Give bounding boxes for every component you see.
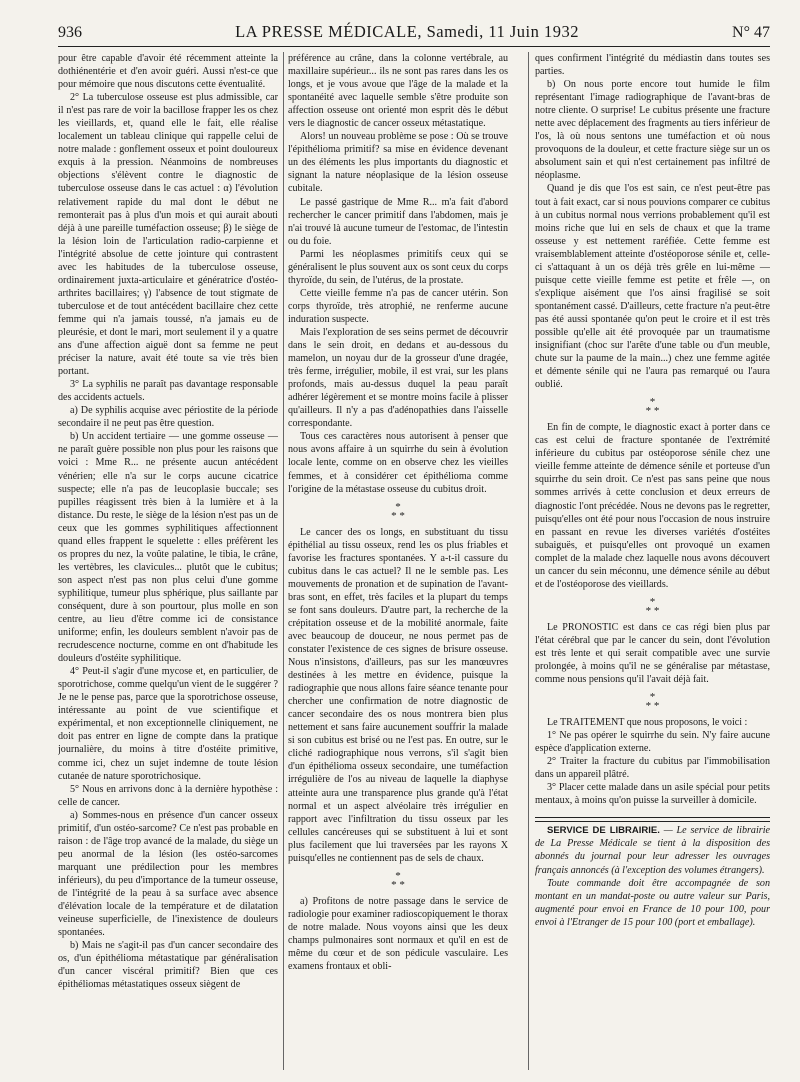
column-separator	[528, 52, 529, 1070]
notice-text: Toute commande doit être accompagnée de son montant en un mandat-poste ou autre valeur sur Paris, augmenté pour envoi en France de 10 pour 100, pour envoi à l'Etranger de 15 pour 100 (port et emballage).	[535, 877, 770, 928]
header-rule	[58, 46, 770, 47]
paragraph: pour être capable d'avoir été récemment atteinte la dothiénentérie et d'en avoir guéri. Aussi n'est-ce que pour mémoire que nous discutons cette éventualité.	[58, 53, 278, 91]
section-separator-stars: * * *	[645, 396, 660, 418]
bookshop-notice	[535, 824, 770, 928]
column-separator	[283, 52, 284, 1070]
journal-title: LA PRESSE MÉDICALE, Samedi, 11 Juin 1932	[235, 22, 579, 41]
notice-label: SERVICE DE LIBRAIRIE.	[547, 825, 660, 837]
paragraph: Cette vieille femme n'a pas de cancer utérin. Son corps thyroïde, très atrophié, ne renferme aucune induration suspecte.	[288, 287, 508, 325]
paragraph: 5° Nous en arrivons donc à la dernière hypothèse : celle de cancer.	[58, 783, 278, 808]
paragraph: Le TRAITEMENT que nous proposons, le voici :	[547, 717, 748, 729]
page-header	[58, 22, 770, 44]
paragraph: 3° Placer cette malade dans un asile spécial pour petits mentaux, à moins qu'on puisse la surveiller à domicile.	[535, 782, 770, 807]
paragraph: a) Sommes-nous en présence d'un cancer osseux primitif, d'un ostéo-sarcome? Ce n'est pas probable en raison : de l'âge trop avancé de la malade, du siège un peu anormal de la lésion (les ostéo-sarcomes marquant une prédilection pour les membres inférieurs), du peu d'importance de la tumeur osseuse, de l'intégrité de la peau à sa surface avec absence d'élévation locale de la température et de dilatation veineuse superficielle, de l'inexistence de douleurs spontanées.	[58, 809, 278, 939]
paragraph: b) Un accident tertiaire — une gomme osseuse — ne paraît guère possible non plus pour les raisons que voici : Mme R... ne présente aucun antécédent vénérien; elle n'a sur le corps aucune cicatrice suspecte; elle n'a pas de leucoplasie buccale; ses pupilles réagissent très bien à la lumière et à la distance. Du reste, le siège de la lésion n'est pas un de ceux que les gommes syphilitiques affectionnent quand elles frappent le squelette : elles préfèrent les os propres du nez, la voûte palatine, le tibia, le crâne, les vertèbres, les clavicules... plutôt que le cubitus; son aspect n'est pas non plus celui d'une gomme syphilitique, tumeur plus sphérique, plus saillante par conséquent, dure à son pourtour, plus molle en son centre, au lieu d'être comme ici de consistance uniforme; enfin, les douleurs semblent n'avoir pas de recrudescence nocturne, comme en ont d'habitude les douleurs d'ostéite syphilitique.	[58, 431, 278, 665]
paragraph: Le cancer des os longs, en substituant du tissu épithélial au tissu osseux, rend les os plus friables et favorise les fractures spontanées. Y a-t-il cassure du cubitus dans le cas actuel? Il ne le semble pas. Les mouvements de pronation et de supination de l'avant-bras sont, en effet, très faciles et la plupart du temps se font sans douleurs. D'autre part, la recherche de la crépitation osseuse et de la mobilité anormale, faite avec beaucoup de douceur, ne nous permet pas de constater l'existence de ces signes de brisure osseuse. Nous n'insistons, d'ailleurs, pas sur les manœuvres destinées à les mettre en évidence, puisque la radiographie que nous allons faire séance tenante pour chercher une confirmation de notre diagnostic de cancer secondaire des os nous montrera bien plus nettement et sans faire aucunement souffrir la malade si son cubitus est brisé ou ne l'est pas. En outre, sur le cliché radiographique nous verrons, s'il s'agit bien d'un épithélioma osseux secondaire, une tuméfaction irrégulière de l'os au niveau de laquelle la diaphyse atteinte aura une transparence plus grande qu'à l'état normal et un aspect alvéolaire très irrégulier en rapport avec l'infiltration du tissu osseux par les cellules cancéreuses qui se substituent à lui et sont plus facilement que lui traversées par les rayons X puisqu'elles ne contiennent pas de sels de chaux.	[288, 526, 508, 864]
notice-text: — Le service de librairie de La Presse Médicale se tient à la disposition des abonnés du journal pour leur adresser les ouvrages français annoncés (à l'exception des volumes étrangers).	[535, 825, 770, 876]
section-separator-stars: * * *	[645, 595, 660, 617]
paragraph: Alors! un nouveau problème se pose : Où se trouve l'épithélioma primitif? sa mise en évidence devenant un des éléments les plus importants du diagnostic et signant la nature néoplasique de la lésion osseuse cubitale.	[288, 131, 508, 195]
paragraph: 2° La tuberculose osseuse est plus admissible, car il n'est pas rare de voir la bacillose frapper les os chez les vieillards, et, quand elle le fait, elle réalise localement un tableau clinique qui rappelle celui de notre malade : gonflement osseux et point douloureux exquis à la pression. Néanmoins de nombreuses objections s'élèvent contre le diagnostic de tuberculose osseuse dans le cas actuel : α) l'évolution relativement rapide du mal dont le début ne remonterait pas à plus d'un mois et qui aurait abouti déjà à une pareille tuméfaction osseuse; β) le siège de la lésion loin de l'articulation radio-carpienne et l'intégrité absolue de cette jointure qui contrastent avec les habitudes de la tuberculose osseuse, ordinairement juxta-articulaire et génératrice d'ostéo-arthrites bacillaires; γ) l'absence de tout stigmate de tuberculose et de tout antécédent bacillaire chez cette femme qui n'a jamais toussé, n'a jamais eu de pleurésie, et dont le mari, mort seulement il y a quatre ans d'une affection aiguë dont sa femme ne peut préciser la nature, avait été toute sa vie très bien portant.	[58, 92, 278, 378]
paragraph: En fin de compte, le diagnostic exact à porter dans ce cas est celui de fracture spontanée de l'extrémité inférieure du cubitus par ostéoporose sénile chez une vieille femme atteinte de démence sénile et porteuse d'un squirrhe du sein droit. Ce n'est pas sans peine que nous sommes arrivés à cette conclusion et deux erreurs de diagnostic l'ont précédée. Nous ne devons pas le regretter, puisqu'elles ont été pour nous l'occasion de nous instruire en passant en revue les diverses variétés d'ostéites subaiguës, et puisqu'elles ont provoqué un examen complet de la malade chez laquelle nous avons découvert un cancer du sein méconnu, une démence sénile au début et de l'ostéoporose des vieillards.	[535, 422, 770, 590]
section-separator-stars: * * *	[645, 691, 660, 713]
paragraph: préférence au crâne, dans la colonne vertébrale, au maxillaire supérieur... ils ne sont pas rares dans les os longs, et je vous avoue que l'âge de la malade et la spontanéité avec laquelle semble s'être produite son affection osseuse ont orienté mon esprit dès le début vers le diagnostic de cancer osseux métastatique.	[288, 53, 508, 130]
paragraph: Quand je dis que l'os est sain, ce n'est peut-être pas tout à fait exact, car si nous pouvions comparer ce cubitus à un cubitus normal nous verrions probablement qu'il est moins riche que lui en sels de chaux et que la trame osseuse y est nettement raréfiée. Cette femme est vraisemblablement atteinte d'ostéoporose sénile et, celle-ci s'attaquant à un os déjà très grêle en lui-même — puisque cette vieille femme est petite et frêle —, on s'explique aisément que l'os ainsi fragilisé se soit spontanément cassé. D'ailleurs, cette fracture n'a peut-être pas été aussi spontanée qu'on peut le croire et il est très possible qu'elle ait été provoquée par un traumatisme insignifiant (choc sur l'arête d'une table ou d'un meuble, chute sur la paume de la main...) chez une femme agitée et démente sénile qui ne l'aura pas remarqué ou l'aura oublié.	[535, 183, 770, 391]
paragraph: Le passé gastrique de Mme R... m'a fait d'abord rechercher le cancer primitif dans l'abdomen, mais je n'ai trouvé là aucune tumeur de l'estomac, de l'intestin ou du foie.	[288, 196, 508, 247]
paragraph: Mais l'exploration de ses seins permet de découvrir dans le sein droit, en dedans et au-dessous du mamelon, un noyau dur de la grosseur d'une dragée, très ferme, irrégulier, mobile, il est vrai, sur les plans profonds, mais au-dessus duquel la peau paraît adhérer légèrement et se montre moins facile à plisser qu'ailleurs. Il n'y a pas d'adénopathies dans l'aisselle correspondante.	[288, 326, 508, 430]
paragraph: a) Profitons de notre passage dans le service de radiologie pour examiner radioscopiquement le thorax de notre malade. Nous voyons ainsi que les deux champs pulmonaires sont normaux et qu'il en est de même du cœur et de son pédicule vasculaire. Les examens frontaux et obli-	[288, 895, 508, 973]
issue-number: N° 47	[732, 24, 770, 41]
paragraph: Tous ces caractères nous autorisent à penser que nous avons affaire à un squirrhe du sein à évolution locale lente, comme on en observe chez les vieilles femmes, et à considérer cet épithélioma comme l'origine de la métastase osseuse du cubitus droit.	[288, 431, 508, 495]
paragraph: a) De syphilis acquise avec périostite de la période secondaire il ne peut pas être question.	[58, 405, 278, 430]
paragraph: 1° Ne pas opérer le squirrhe du sein. N'y faire aucune espèce d'application externe.	[535, 730, 770, 755]
column-3	[535, 52, 770, 1072]
notice-rule	[535, 817, 770, 822]
column-2	[288, 52, 508, 1072]
paragraph: 4° Peut-il s'agir d'une mycose et, en particulier, de sporotrichose, comme quelqu'un vient de le suggérer ? Je ne le pense pas, parce que la sporotrichose osseuse, intéressante au point de vue scientifique et expérimental, et non exceptionnelle cliniquement, ne doit pas entrer en ligne de compte dans la pratique journalière, du moins à titre d'ostéite primitive, comme ici, chez un sujet indemne de toute lésion cutanée de nature sporotrichosique.	[58, 666, 278, 782]
paragraph: ques confirment l'intégrité du médiastin dans toutes ses parties.	[535, 53, 770, 78]
page-number: 936	[58, 24, 82, 41]
paragraph: 2° Traiter la fracture du cubitus par l'immobilisation dans un appareil plâtré.	[535, 756, 770, 781]
column-1	[58, 52, 278, 1072]
section-separator-stars: * * *	[391, 869, 405, 891]
paragraph: b) Mais ne s'agit-il pas d'un cancer secondaire des os, d'un épithélioma métastatique par généralisation d'un cancer viscéral primitif? Bien que ces épithéliomas métastatiques osseux siègent de	[58, 940, 278, 991]
paragraph: 3° La syphilis ne paraît pas davantage responsable des accidents actuels.	[58, 379, 278, 404]
paragraph: Parmi les néoplasmes primitifs ceux qui se généralisent le plus souvent aux os sont ceux du corps thyroïde, du sein, de l'utérus, de la prostate.	[288, 248, 508, 286]
paragraph: Le PRONOSTIC est dans ce cas régi bien plus par l'état cérébral que par le cancer du sein, dont l'évolution est très lente et qui serait compatible avec une survie prolongée, à moins qu'il ne se généralise par métastase, comme nous pensions qu'il l'avait déjà fait.	[535, 621, 770, 686]
paragraph: b) On nous porte encore tout humide le film représentant l'image radiographique de l'avant-bras de notre cliente. O surprise! Le cubitus présente une fracture nette avec déplacement des fragments au tiers inférieur de l'os, là où nous sentons une tuméfaction et où nous provoquons de la douleur, et cette fracture siège sur un os absolument sain et qui n'est certainement pas infiltré de néoplasme.	[535, 79, 770, 182]
section-separator-stars: * * *	[391, 500, 405, 522]
